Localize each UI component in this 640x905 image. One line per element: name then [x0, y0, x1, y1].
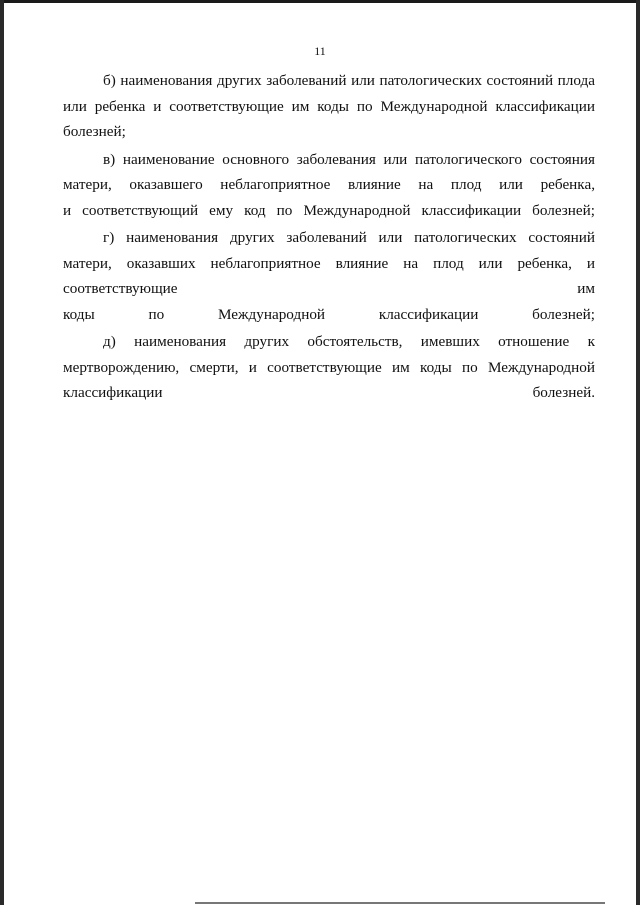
paragraph-g-text: г) наименования других заболеваний или патологических состояний матери, оказавших неблагоприятное влияние на плод или ребенка, и соответствующие им	[63, 229, 595, 297]
scan-border-top	[0, 0, 640, 3]
paragraph-g-ending: коды по Международной классификации болезней;	[63, 305, 595, 323]
scan-border-left	[0, 0, 4, 905]
scan-border-right	[636, 0, 640, 905]
page-number: 11	[314, 44, 326, 58]
paragraph-b	[63, 68, 595, 145]
paragraph-d-text: д) наименования других обстоятельств, имевших отношение к мертворождению, смерти, и соответствующие им коды по Международной	[63, 333, 595, 376]
paragraph-g	[63, 225, 595, 327]
paragraph-v	[63, 147, 595, 224]
paragraph-b-text: б) наименования других заболеваний или патологических состояний плода или ребенка и соответствующие им коды по Международной классификации	[63, 72, 595, 115]
paragraph-d	[63, 329, 595, 406]
paragraph-b-ending: болезней;	[63, 123, 126, 140]
document-body	[63, 68, 595, 408]
paragraph-v-text: в) наименование основного заболевания или патологического состояния матери, оказавшего неблагоприятное влияние на плод или ребенка,	[63, 150, 595, 193]
paragraph-d-ending: классификации болезней.	[63, 384, 595, 401]
paragraph-v-ending: и соответствующий ему код по Международной классификации болезней;	[63, 201, 595, 219]
scan-border-bottom	[195, 902, 605, 904]
